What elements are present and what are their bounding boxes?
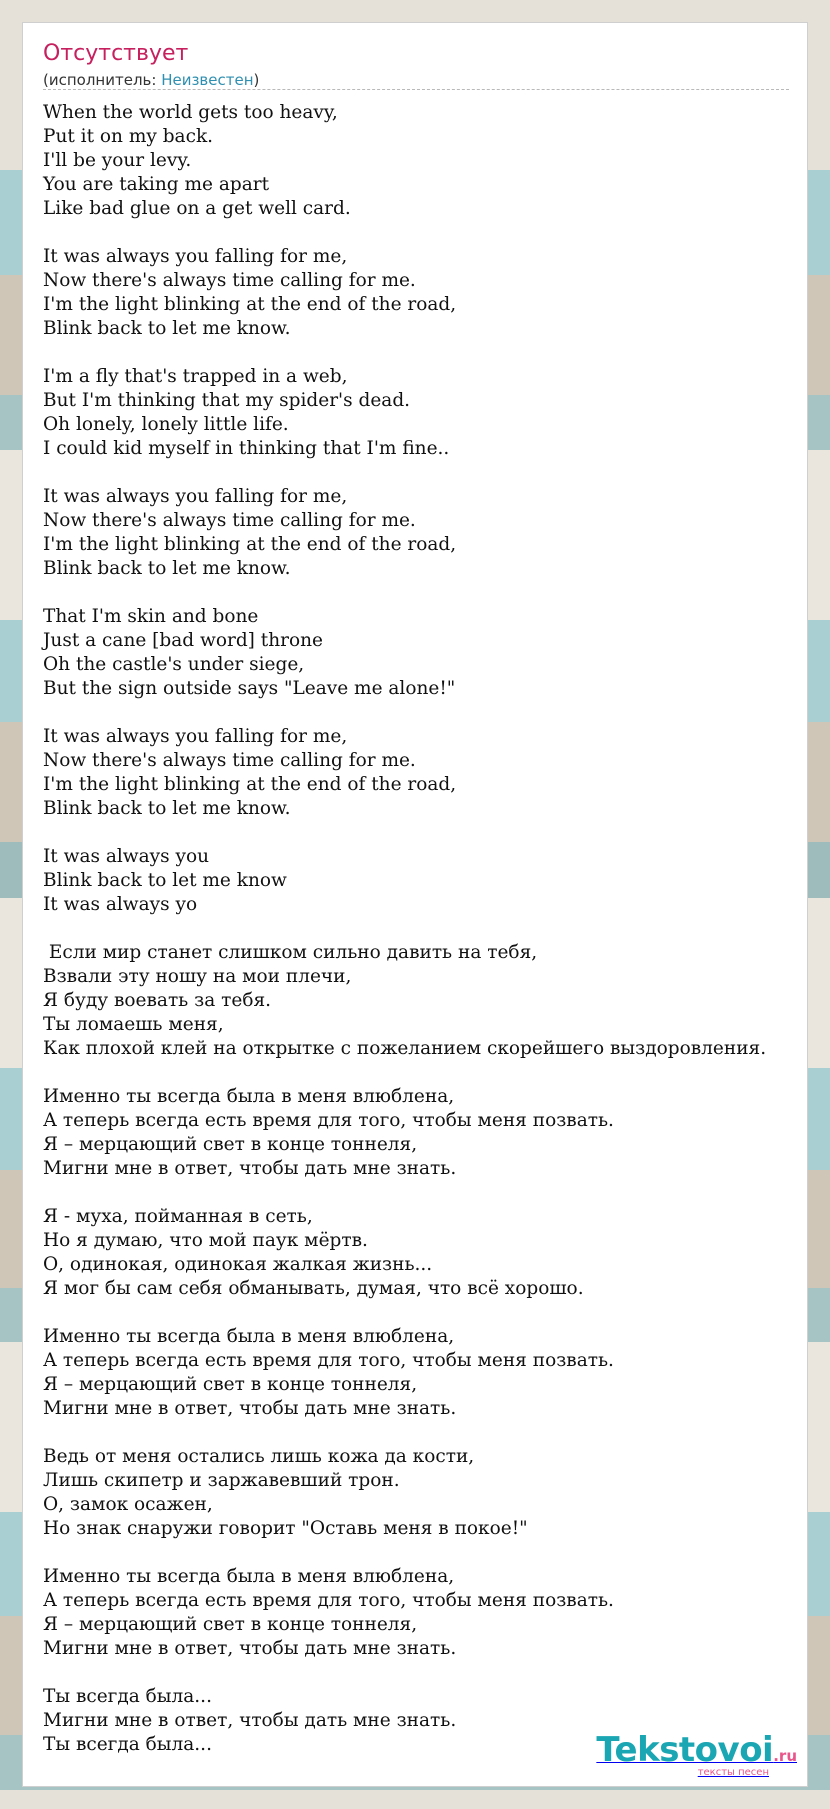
title-divider: [43, 89, 789, 90]
artist-line: [43, 71, 259, 89]
artist-suffix: ): [253, 71, 260, 89]
logo-domain: .ru: [773, 1747, 797, 1765]
song-title: Отсутствует: [43, 41, 189, 66]
site-logo[interactable]: [596, 1730, 797, 1778]
lyrics-card: [22, 22, 808, 1787]
artist-link[interactable]: Неизвестен: [161, 71, 254, 89]
logo-wordmark: Tekstovoi: [596, 1730, 774, 1770]
artist-prefix: (исполнитель:: [43, 71, 162, 89]
lyrics-text: When the world gets too heavy, Put it on my back. I'll be your levy. You are taking me apart Like bad glue on a get well card. It was always you falling for me, Now there's always time calling for me. I'm the light blinking at the end of the road, Blink back to let me know. I'm a fly that's trapped in a web, But I'm thinking that my spider's dead. Oh lonely, lonely little life. I could kid myself in thinking that I'm fine.. It was always you falling for me, Now there's always time calling for me. I'm the light blinking at the end of the road, Blink back to let me know. That I'm skin and bone Just a cane [bad word] throne Oh the castle's under siege, But the sign outside says "Leave me alone!" It was always you falling for me, Now there's always time calling for me. I'm the light blinking at the end of the road, Blink back to let me know. It was always you Blink back to let me know It was always yo Если мир станет слишком сильно давить на тебя, Взвали эту ношу на мои плечи, Я буду воевать за тебя. Ты ломаешь меня, Как плохой клей на открытке с пожеланием скорейшего выздоровления. Именно ты всегда была в меня влюблена, А теперь всегда есть время для того, чтобы меня позвать. Я – мерцающий свет в конце тоннеля, Мигни мне в ответ, чтобы дать мне знать. Я - муха, пойманная в сеть, Но я думаю, что мой паук мёртв. О, одинокая, одинокая жалкая жизнь... Я мог бы сам себя обманывать, думая, что всё хорошо. Именно ты всегда была в меня влюблена, А теперь всегда есть время для того, чтобы меня позвать. Я – мерцающий свет в конце тоннеля, Мигни мне в ответ, чтобы дать мне знать. Ведь от меня остались лишь кожа да кости, Лишь скипетр и заржавевший трон. О, замок осажен, Но знак снаружи говорит "Оставь меня в покое!" Именно ты всегда была в меня влюблена, А теперь всегда есть время для того, чтобы меня позвать. Я – мерцающий свет в конце тоннеля, Мигни мне в ответ, чтобы дать мне знать. Ты всегда была... Мигни мне в ответ, чтобы дать мне знать. Ты всегда была...: [43, 102, 767, 1755]
logo-tagline: тексты песен: [697, 1767, 769, 1778]
